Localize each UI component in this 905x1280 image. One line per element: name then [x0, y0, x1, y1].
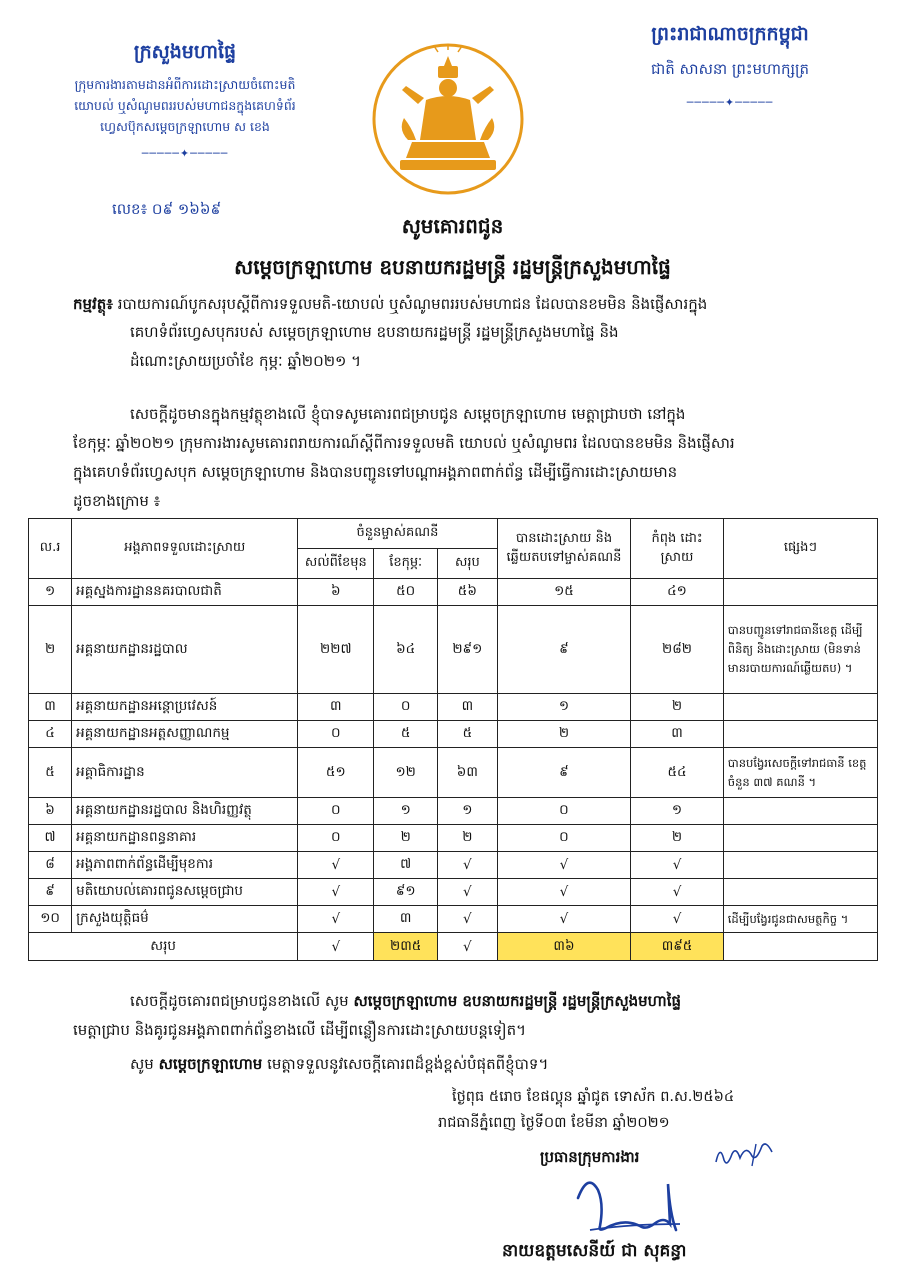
cell-feb: ៩១	[374, 879, 438, 906]
cell-prev: √	[298, 906, 374, 933]
cell-sum: √	[438, 906, 498, 933]
ministry-header	[40, 40, 330, 160]
header-other: ផ្សេងៗ	[723, 519, 877, 579]
cell-resolved: ៩	[497, 606, 631, 694]
cell-feb: ៦៤	[374, 606, 438, 694]
cell-feb: ១២	[374, 748, 438, 798]
table-row	[29, 852, 878, 879]
cell-sum: ៣	[438, 694, 498, 721]
header-no: ល.រ	[29, 519, 72, 579]
total-feb: ២៣៥	[374, 933, 438, 961]
total-resolved: ៣៦	[497, 933, 631, 961]
cell-sum: ៦៣	[438, 748, 498, 798]
closing-line-2: មេត្តាជ្រាប និងគូរជូនអង្គភាពពាក់ព័ន្ធខាងលើ ដើម្បីពន្លឿនការដោះស្រាយបន្តទៀត។	[73, 1021, 527, 1039]
cell-progress: √	[631, 852, 724, 879]
cell-resolved: ១	[497, 694, 631, 721]
signer-name: នាយឧត្តមសេនីយ៍ ជា សុគន្ធា	[502, 1241, 687, 1261]
cell-resolved: √	[497, 906, 631, 933]
body-line-1: សេចក្តីដូចមានក្នុងកម្មវត្ថុខាងលើ ខ្ញុំបាទសូមគោរពជម្រាបជូន សម្តេចក្រឡាហោម មេត្តាជ្រាបថា នៅក្នុង	[130, 405, 686, 423]
cell-feb: ០	[374, 694, 438, 721]
table-row	[29, 606, 878, 694]
header-owners: ចំនួនម្ចាស់គណនី	[298, 519, 497, 549]
cell-resolved: ០	[497, 798, 631, 825]
report-table	[28, 518, 878, 961]
total-note	[723, 933, 877, 961]
subject-text-3: ដំណោះស្រាយប្រចាំខែ កុម្ភៈ ឆ្នាំ២០២១ ។	[130, 352, 362, 370]
table-row	[29, 906, 878, 933]
subject-text-1: របាយការណ៍បូកសរុបស្តីពីការទទួលមតិ-យោបល់ ឬសំណូមពររបស់មហាជន ដែលបានខមមិន និងផ្ញើសារក្នុង	[117, 295, 708, 313]
header-unit: អង្គភាពទទួលដោះស្រាយ	[72, 519, 298, 579]
cell-unit: អគ្គនាយកដ្ឋានពន្ធនាគារ	[72, 825, 298, 852]
cell-unit: អគ្គនាយកដ្ឋានរដ្ឋបាល	[72, 606, 298, 694]
closing-text-1a: សេចក្តីដូចគោរពជម្រាបជូនខាងលើ សូម	[130, 992, 349, 1010]
date-solar: រាជធានីភ្នំពេញ ថ្ងៃទី០៣ ខែមីនា ឆ្នាំ២០២១	[438, 1115, 670, 1131]
salutation-heading: សូមគោរពជូន	[401, 214, 504, 238]
cell-progress: ២	[631, 825, 724, 852]
cell-note: បានបង្វែរសេចក្តីទៅរាជធានី ខេត្ត ចំនួន ៣៧ គណនី ។	[723, 748, 877, 798]
cell-feb: ៥០	[374, 579, 438, 606]
cell-prev: ០	[298, 825, 374, 852]
cell-no: ៨	[29, 852, 72, 879]
cell-unit: អគ្គនាយកដ្ឋានរដ្ឋបាល និងហិរញ្ញវត្ថុ	[72, 798, 298, 825]
cell-no: ១	[29, 579, 72, 606]
cell-progress: ១	[631, 798, 724, 825]
closing-line-3	[130, 1050, 890, 1079]
cell-unit: អង្គភាពពាក់ព័ន្ធដើម្បីមុខការ	[72, 852, 298, 879]
cell-no: ២	[29, 606, 72, 694]
handwritten-signature	[570, 1168, 710, 1243]
cell-no: ១០	[29, 906, 72, 933]
table-body	[29, 579, 878, 933]
total-label: សរុប	[29, 933, 298, 961]
ministry-line-2: យោបល់ ឬសំណូមពររបស់មហាជនក្នុងគេហទំព័រ	[74, 98, 296, 113]
cell-prev: ៣	[298, 694, 374, 721]
table-row	[29, 694, 878, 721]
cell-feb: ៧	[374, 852, 438, 879]
cell-sum: ១	[438, 798, 498, 825]
cell-no: ៩	[29, 879, 72, 906]
table-row	[29, 748, 878, 798]
cell-sum: ២៩១	[438, 606, 498, 694]
cell-note: ដើម្បីបង្វែរជូនជាសមត្ថកិច្ច ។	[723, 906, 877, 933]
header-in-progress: កំពុង ដោះស្រាយ	[631, 519, 724, 579]
cell-prev: ២២៧	[298, 606, 374, 694]
cell-feb: ១	[374, 798, 438, 825]
cell-note	[723, 694, 877, 721]
cell-progress: ៥៤	[631, 748, 724, 798]
total-progress: ៣៩៥	[631, 933, 724, 961]
subject-continuation	[130, 318, 865, 376]
cell-resolved: ២	[497, 721, 631, 748]
cell-sum: √	[438, 879, 498, 906]
cell-no: ៧	[29, 825, 72, 852]
cell-unit: អគ្គស្នងការដ្ឋាននគរបាលជាតិ	[72, 579, 298, 606]
cell-prev: ០	[298, 721, 374, 748]
cell-sum: ៥	[438, 721, 498, 748]
body-line-3: ក្នុងគេហទំព័រហ្វេសបុក សម្តេចក្រឡាហោម និងបានបញ្ជូនទៅបណ្តាអង្គភាពពាក់ព័ន្ធ ដើម្បីធ្វើការដោះស្រាយមាន	[73, 463, 678, 481]
cell-prev: ៥១	[298, 748, 374, 798]
cell-prev: √	[298, 879, 374, 906]
table-row	[29, 579, 878, 606]
recipient-title: សម្តេចក្រឡាហោម ឧបនាយករដ្ឋមន្ត្រី រដ្ឋមន្ត្រីក្រសួងមហាផ្ទៃ	[234, 255, 671, 279]
total-sum: √	[438, 933, 498, 961]
cell-note	[723, 579, 877, 606]
ministry-emblem	[368, 42, 528, 197]
cell-progress: ៣	[631, 721, 724, 748]
date-lunar: ថ្ងៃពុធ ៥រោច ខែផល្គុន ឆ្នាំជូត ទោស័ក ព.ស.២៥៦៤	[452, 1089, 735, 1105]
body-line-2: ខែកុម្ភៈ ឆ្នាំ២០២១ ក្រុមការងារសូមគោរពរាយការណ៍ស្តីពីការទទួលមតិ យោបល់ ឬសំណូមពរ ដែលបានខមមិន និងផ្ញើសារ	[73, 434, 735, 452]
cell-resolved: √	[497, 852, 631, 879]
cell-note	[723, 798, 877, 825]
cell-note	[723, 825, 877, 852]
cell-unit: អគ្គាធិការដ្ឋាន	[72, 748, 298, 798]
cell-prev: ៦	[298, 579, 374, 606]
header-sum: សរុប	[438, 549, 498, 579]
cell-no: ៤	[29, 721, 72, 748]
subject-text-2: គេហទំព័រហ្វេសបុករបស់ សម្តេចក្រឡាហោម ឧបនាយករដ្ឋមន្ត្រី រដ្ឋមន្ត្រីក្រសួងមហាផ្ទៃ និង	[130, 323, 619, 341]
closing-line-1	[73, 987, 873, 1016]
ministry-line-3: ហ្វេសប៊ុកសម្តេចក្រឡាហោម ស ខេង	[100, 119, 270, 134]
cell-unit: អគ្គនាយកដ្ឋានអត្តសញ្ញាណកម្ម	[72, 721, 298, 748]
cell-sum: √	[438, 852, 498, 879]
kingdom-title: ព្រះរាជាណាចក្រកម្ពុជា	[651, 23, 809, 45]
signer-title: ប្រធានក្រុមការងារ	[540, 1148, 640, 1166]
total-row	[29, 933, 878, 961]
ministry-line-1: ក្រុមការងារតាមដានអំពីការដោះស្រាយចំពោះមតិ	[74, 77, 296, 92]
ministry-title: ក្រសួងមហាផ្ទៃ	[133, 41, 237, 63]
header-prev-month: សល់ពីខែមុន	[298, 549, 374, 579]
cell-unit: ក្រសួងយុត្តិធម៌	[72, 906, 298, 933]
cell-no: ៣	[29, 694, 72, 721]
ornament-divider: ─────✦─────	[141, 147, 229, 160]
cell-note	[723, 721, 877, 748]
cell-prev: ០	[298, 798, 374, 825]
closing-text-3c: មេត្តាទទួលនូវសេចក្តីគោរពដ៏ខ្ពង់ខ្ពស់បំផុតពីខ្ញុំបាទ។	[267, 1055, 549, 1073]
initials-mark	[712, 1140, 782, 1170]
cell-note	[723, 879, 877, 906]
cell-feb: ៣	[374, 906, 438, 933]
cell-note: បានបញ្ជូនទៅរាជធានីខេត្ត ដើម្បីពិនិត្យ និងដោះស្រាយ (មិនទាន់មានរបាយការណ៍ឆ្លើយតប) ។	[723, 606, 877, 694]
subject-label: កម្មវត្ថុ៖	[73, 295, 113, 313]
cell-prev: √	[298, 852, 374, 879]
table-row	[29, 879, 878, 906]
closing-text-1b: សម្តេចក្រឡាហោម ឧបនាយករដ្ឋមន្ត្រី រដ្ឋមន្ត្រីក្រសួងមហាផ្ទៃ	[353, 992, 682, 1010]
table-row	[29, 721, 878, 748]
cell-resolved: √	[497, 879, 631, 906]
cell-progress: √	[631, 906, 724, 933]
cell-note	[723, 852, 877, 879]
reference-number: លេខ៖ ០៩ ១៦៦៩	[112, 200, 222, 218]
closing-text-3b: សម្តេចក្រឡាហោម	[158, 1055, 263, 1073]
cell-progress: √	[631, 879, 724, 906]
table-row	[29, 825, 878, 852]
header-feb: ខែកុម្ភៈ	[374, 549, 438, 579]
cell-resolved: ៩	[497, 748, 631, 798]
ornament-divider: ─────✦─────	[686, 96, 774, 109]
cell-unit: មតិយោបល់គោរពជូនសម្តេចជ្រាប	[72, 879, 298, 906]
cell-sum: ៥៦	[438, 579, 498, 606]
body-line-4: ដូចខាងក្រោម ៖	[73, 492, 161, 510]
table-row	[29, 798, 878, 825]
cell-unit: អគ្គនាយកដ្ឋានអន្តោប្រវេសន៍	[72, 694, 298, 721]
subject-line-1	[73, 290, 865, 319]
kingdom-header	[585, 22, 875, 109]
cell-progress: ៤១	[631, 579, 724, 606]
cell-feb: ២	[374, 825, 438, 852]
cell-feb: ៥	[374, 721, 438, 748]
cell-resolved: ១៥	[497, 579, 631, 606]
national-motto: ជាតិ សាសនា ព្រះមហាក្សត្រ	[650, 60, 810, 78]
total-prev: √	[298, 933, 374, 961]
cell-no: ៦	[29, 798, 72, 825]
header-resolved: បានដោះស្រាយ និង ឆ្លើយតបទៅម្ចាស់គណនី	[497, 519, 631, 579]
cell-no: ៥	[29, 748, 72, 798]
closing-text-3a: សូម	[130, 1055, 154, 1073]
cell-sum: ២	[438, 825, 498, 852]
cell-resolved: ០	[497, 825, 631, 852]
cell-progress: ២	[631, 694, 724, 721]
cell-progress: ២៨២	[631, 606, 724, 694]
body-paragraph	[73, 400, 865, 516]
